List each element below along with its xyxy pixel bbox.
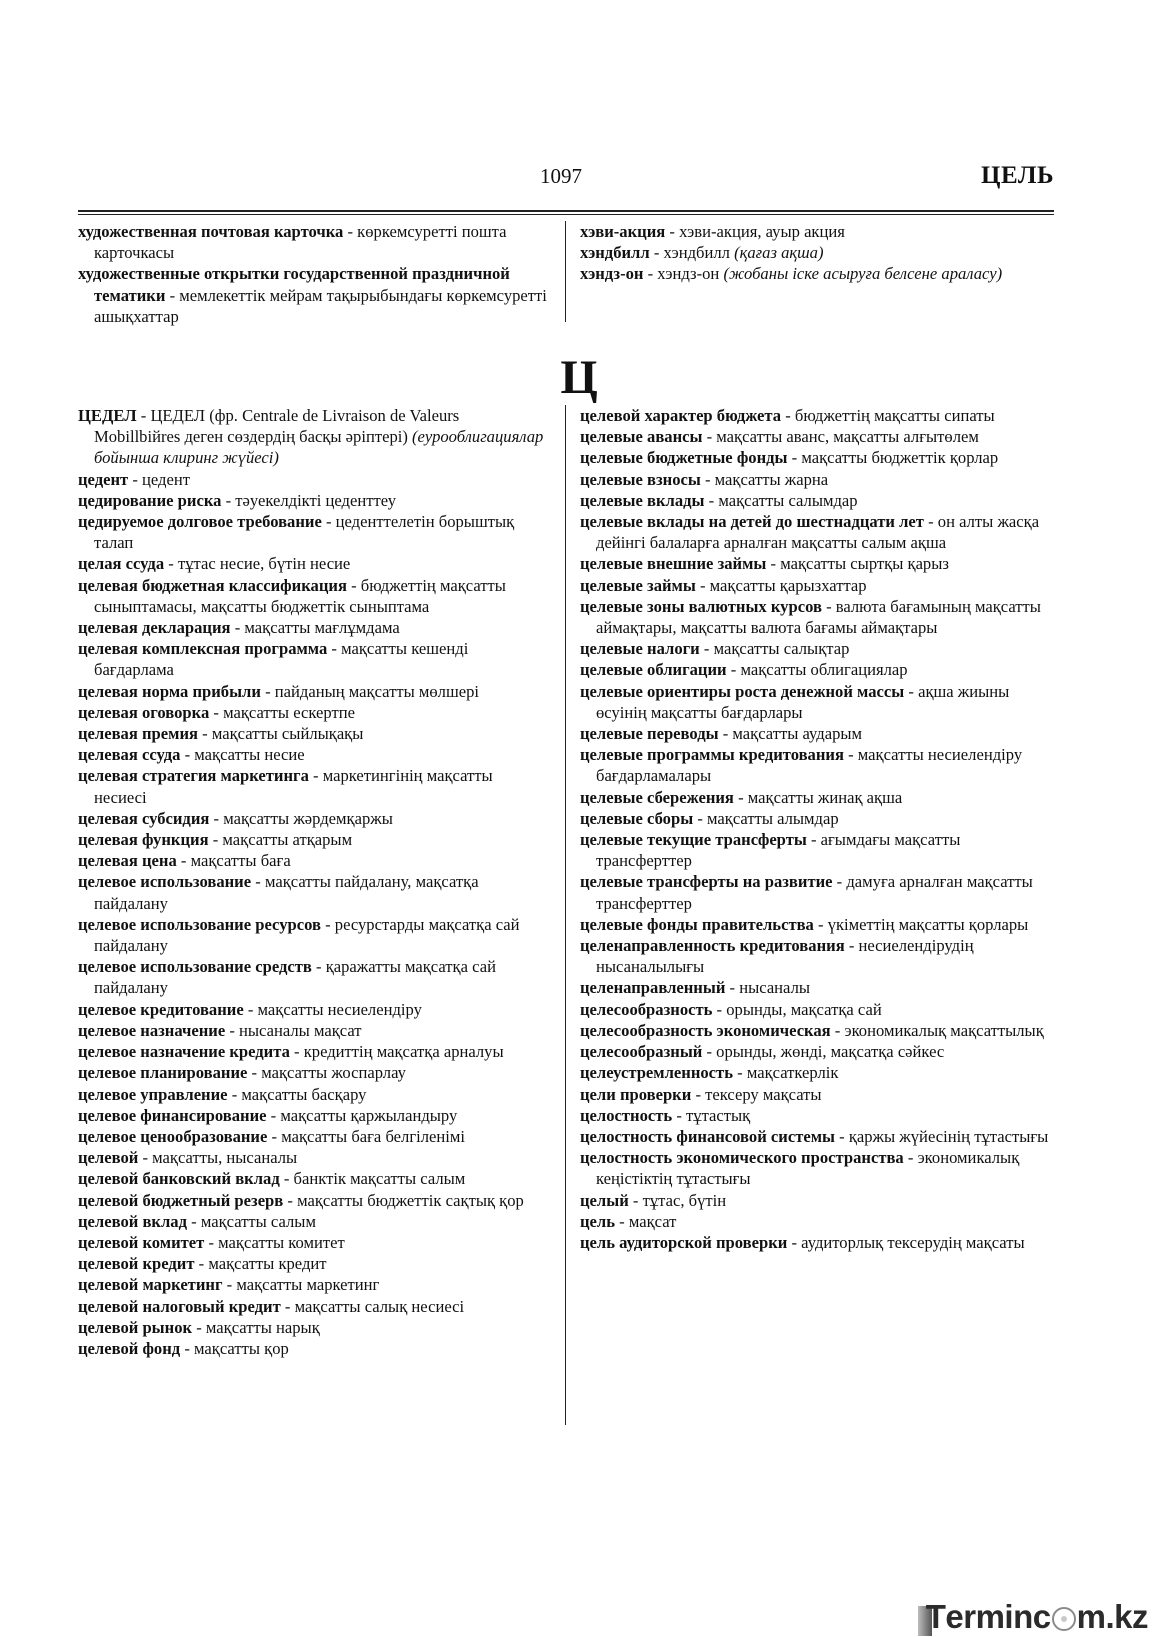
dictionary-entry: целевая функция - мақсатты атқарым — [78, 830, 353, 850]
dictionary-entry: целевая комплексная программа - мақсатты кешенді бағдарлама — [78, 639, 469, 680]
entry-term: целевая бюджетная классификация — [78, 575, 347, 595]
entry-definition: мақсатты салымдар — [718, 490, 858, 510]
dictionary-entry: хэндбилл - хэндбилл (қағаз ақша) — [580, 243, 824, 263]
dictionary-entry: целевое финансирование - мақсатты қаржыландыру — [78, 1105, 458, 1125]
entry-definition: мақсатты несиелендіру — [257, 999, 422, 1019]
dictionary-entry: целевой комитет - мақсатты комитет — [78, 1232, 345, 1252]
entry-term: целевая ссуда — [78, 745, 181, 765]
entry-term: целевой вклад — [78, 1211, 187, 1231]
entry-term: целевые сбережения — [580, 787, 734, 807]
dictionary-entry: целевая оговорка - мақсатты ескертпе — [78, 702, 355, 722]
entry-definition: мақсаткерлік — [746, 1063, 839, 1083]
entry-term: целевые авансы — [580, 427, 703, 447]
logo-text-4: m.kz — [1076, 1598, 1148, 1635]
dictionary-entry: целевые переводы - мақсатты аударым — [580, 724, 863, 744]
dictionary-entry: целевые налоги - мақсатты салықтар — [580, 639, 850, 659]
dictionary-entry: целевое ценообразование - мақсатты баға белгіленімі — [78, 1126, 465, 1146]
column-divider-top — [565, 221, 566, 322]
logo-text-1: T — [925, 1598, 946, 1635]
entry-definition: мақсатты кредит — [208, 1254, 327, 1274]
entry-term: целевые взносы — [580, 469, 701, 489]
entry-term: цедируемое долговое требование — [78, 512, 322, 532]
entry-definition: мақсатты пайдалану, мақсатқа пайдалану — [94, 872, 479, 913]
entry-definition: цеденттелетін борыштық талап — [94, 512, 515, 553]
dictionary-entry: цель - мақсат — [580, 1211, 677, 1231]
dictionary-entry: целесообразный - орынды, жөнді, мақсатқа сәйкес — [580, 1042, 945, 1062]
entry-definition: ағымдағы мақсатты трансферттер — [596, 830, 961, 871]
dictionary-entry: целевое кредитование - мақсатты несиелендіру — [78, 999, 422, 1019]
entry-definition: мемлекеттік мейрам тақырыбындағы көркемсуретті ашықхаттар — [94, 285, 547, 326]
dictionary-entry: целевые облигации - мақсатты облигациялар — [580, 660, 908, 680]
entry-definition: мақсатты қарызхаттар — [709, 575, 867, 595]
dictionary-entry: целевой бюджетный резерв - мақсатты бюджеттік сақтық қор — [78, 1190, 524, 1210]
running-head: ЦЕЛЬ — [981, 162, 1054, 189]
entry-definition: мақсатты жарна — [714, 469, 829, 489]
entry-definition: мақсатты басқару — [241, 1084, 367, 1104]
main-right-column — [580, 405, 1050, 1253]
dictionary-entry: целевое назначение кредита - кредиттің мақсатқа арналуы — [78, 1042, 504, 1062]
dictionary-entry: целевые вклады - мақсатты салымдар — [580, 490, 858, 510]
top-right-column — [580, 221, 1050, 285]
dictionary-entry: целевая субсидия - мақсатты жәрдемқаржы — [78, 808, 393, 828]
dictionary-entry: целевая стратегия маркетинга - маркетингінің мақсатты несиесі — [78, 766, 493, 807]
entry-definition: дамуға арналған мақсатты трансферттер — [596, 872, 1033, 913]
letter-heading: Ц — [560, 351, 598, 404]
dictionary-entry: целевые трансферты на развитие - дамуға арналған мақсатты трансферттер — [580, 872, 1033, 913]
entry-term: цедирование риска — [78, 490, 222, 510]
dictionary-entry: целеустремленность - мақсаткерлік — [580, 1063, 839, 1083]
entry-definition: тұтас, бүтін — [642, 1190, 727, 1210]
entry-definition: қаржы жүйесінің тұтастығы — [848, 1126, 1049, 1146]
entry-term: целостность — [580, 1105, 673, 1125]
entry-term: хэви-акция — [580, 222, 666, 241]
entry-term: целевой налоговый кредит — [78, 1296, 281, 1316]
logo-text-3: c — [1032, 1598, 1051, 1635]
entry-term: целевые ориентиры роста денежной массы — [580, 681, 905, 701]
entry-definition: мақсатты аванс, мақсатты алғытөлем — [716, 427, 979, 447]
entry-note: (жобаны іске асыруға белсене араласу) — [723, 264, 1003, 284]
entry-definition: мақсатты алымдар — [707, 808, 839, 828]
entry-term: целеустремленность — [580, 1063, 733, 1083]
header-rule-thin — [78, 214, 1054, 215]
entry-definition: банктік мақсатты салым — [293, 1169, 466, 1189]
entry-term: целевой фонд — [78, 1338, 181, 1358]
header-rule-thick — [78, 210, 1054, 212]
dictionary-entry: целевые бюджетные фонды - мақсатты бюджеттік қорлар — [580, 448, 999, 468]
entry-term: цели проверки — [580, 1084, 692, 1104]
main-left-column — [78, 405, 548, 1359]
entry-term: целевой комитет — [78, 1232, 205, 1252]
dictionary-entry: целевое назначение - нысаналы мақсат — [78, 1020, 362, 1040]
entry-definition: орынды, мақсатқа сай — [726, 999, 882, 1019]
entry-term: ЦЕДЕЛ — [78, 406, 137, 425]
dictionary-entry: целая ссуда - тұтас несие, бүтін несие — [78, 554, 351, 574]
entry-definition: мақсатты салым — [200, 1211, 316, 1231]
dictionary-entry: целевые авансы - мақсатты аванс, мақсатты алғытөлем — [580, 427, 979, 447]
dictionary-entry: целевые взносы - мақсатты жарна — [580, 469, 829, 489]
page-number: 1097 — [540, 164, 582, 188]
dictionary-entry: хэндз-он - хэндз-он (жобаны іске асыруға белсене араласу) — [580, 264, 1003, 284]
entry-term: цедент — [78, 469, 129, 489]
entry-note: (еурооблигациялар бойынша клиринг жүйесі) — [94, 427, 544, 468]
entry-term: целевой маркетинг — [78, 1275, 223, 1295]
entry-definition: мақсатты қаржыландыру — [280, 1105, 458, 1125]
entry-definition: мақсатты ескертпе — [223, 702, 355, 722]
dictionary-entry: целесообразность экономическая - экономикалық мақсаттылық — [580, 1020, 1044, 1040]
entry-term: целевые облигации — [580, 660, 727, 680]
entry-term: целевые текущие трансферты — [580, 830, 807, 850]
entry-term: целевой бюджетный резерв — [78, 1190, 284, 1210]
dictionary-entry: цедент - цедент — [78, 469, 190, 489]
entry-term: целевое использование средств — [78, 957, 312, 977]
dictionary-entry: целевое использование - мақсатты пайдалану, мақсатқа пайдалану — [78, 872, 479, 913]
dictionary-entry: цедирование риска - тәуекелдікті цеденттеу — [78, 490, 396, 510]
entry-definition: мақсатты кешенді бағдарлама — [94, 639, 469, 680]
entry-term: целевой кредит — [78, 1254, 195, 1274]
entry-definition: цедент — [142, 469, 190, 489]
entry-definition: тұтас несие, бүтін несие — [177, 554, 351, 574]
dictionary-entry: целевое управление - мақсатты басқару — [78, 1084, 367, 1104]
dictionary-entry: целый - тұтас, бүтін — [580, 1190, 727, 1210]
dictionary-entry: целевой фонд - мақсатты қор — [78, 1338, 289, 1358]
entry-term: целесообразность экономическая — [580, 1020, 831, 1040]
dictionary-entry: художественные открытки государственной праздничной тематики - мемлекеттік мейрам тақырыбындағы көркемсуретті ашықхаттар — [78, 264, 547, 326]
dictionary-entry: художественная почтовая карточка - көркемсуретті пошта карточкасы — [78, 222, 507, 263]
entry-definition: мақсатты облигациялар — [740, 660, 908, 680]
dictionary-entry: целевая норма прибыли - пайданың мақсатты мөлшері — [78, 681, 480, 701]
dictionary-entry: целевые сбережения - мақсатты жинақ ақша — [580, 787, 903, 807]
entry-term: целенаправленный — [580, 978, 726, 998]
entry-definition: мақсатты бюджеттік қорлар — [801, 448, 999, 468]
entry-term: целевое назначение кредита — [78, 1042, 290, 1062]
dictionary-entry: целевой маркетинг - мақсатты маркетинг — [78, 1275, 380, 1295]
entry-definition: хэндз-он — [657, 264, 720, 284]
entry-term: целевая стратегия маркетинга — [78, 766, 309, 786]
entry-definition: хэви-акция, ауыр акция — [679, 222, 845, 241]
entry-definition: мақсатты мағлұмдама — [244, 618, 400, 638]
entry-term: целостность экономического пространства — [580, 1148, 904, 1168]
entry-definition: нысаналы мақсат — [239, 1020, 362, 1040]
entry-definition: ресурстарды мақсатқа сай пайдалану — [94, 914, 520, 956]
dictionary-entry: целевой - мақсатты, нысаналы — [78, 1148, 298, 1168]
dictionary-entry: целенаправленный - нысаналы — [580, 978, 811, 998]
entry-term: целевое ценообразование — [78, 1126, 268, 1146]
entry-definition: мақсатты нарық — [205, 1317, 320, 1337]
dictionary-entry: целевая декларация - мақсатты мағлұмдама — [78, 618, 400, 638]
entry-term: целевая декларация — [78, 618, 231, 638]
entry-definition: мақсатты комитет — [218, 1232, 345, 1252]
entry-term: целевая цена — [78, 851, 177, 871]
entry-definition: аудиторлық тексерудің мақсаты — [801, 1232, 1025, 1252]
entry-definition: бюджеттің мақсатты сипаты — [794, 406, 995, 425]
entry-term: целевой рынок — [78, 1317, 193, 1337]
dictionary-entry: целевые фонды правительства - үкіметтің мақсатты қорлары — [580, 914, 1029, 934]
entry-definition: мақсатты баға белгіленімі — [281, 1126, 465, 1146]
dictionary-entry: целевая бюджетная классификация - бюджеттің мақсатты сыныптамасы, мақсатты бюджеттік сыныптама — [78, 575, 506, 616]
dictionary-entry: целевые займы - мақсатты қарызхаттар — [580, 575, 867, 595]
entry-definition: несиелендірудің нысаналылығы — [596, 936, 974, 977]
entry-definition: мақсатты жоспарлау — [261, 1063, 406, 1083]
dictionary-entry: целевая премия - мақсатты сыйлықақы — [78, 724, 364, 744]
entry-term: целевое финансирование — [78, 1105, 267, 1125]
entry-term: целевые бюджетные фонды — [580, 448, 788, 468]
entry-definition: мақсатты атқарым — [222, 830, 353, 850]
entry-definition: тексеру мақсаты — [705, 1084, 822, 1104]
dictionary-entry: цедируемое долговое требование - цеденттелетін борыштық талап — [78, 512, 515, 553]
dictionary-entry: целевой налоговый кредит - мақсатты салық несиесі — [78, 1296, 465, 1316]
entry-definition: мақсатты салықтар — [713, 639, 850, 659]
entry-term: целевые налоги — [580, 639, 700, 659]
dictionary-entry: цель аудиторской проверки - аудиторлық тексерудің мақсаты — [580, 1232, 1025, 1252]
dictionary-entry: целевые сборы - мақсатты алымдар — [580, 808, 839, 828]
dictionary-entry: целевые текущие трансферты - ағымдағы мақсатты трансферттер — [580, 830, 961, 871]
entry-definition: тәуекелдікті цеденттеу — [235, 490, 396, 510]
entry-term: целевой — [78, 1148, 139, 1168]
entry-definition: қаражатты мақсатқа сай пайдалану — [94, 957, 496, 998]
entry-definition: мақсатты, нысаналы — [152, 1148, 298, 1168]
entry-definition: хэндбилл — [663, 243, 730, 263]
entry-term: целевые сборы — [580, 808, 694, 828]
page-header — [78, 156, 1054, 189]
entry-term: целевая норма прибыли — [78, 681, 261, 701]
entry-definition: үкіметтің мақсатты қорлары — [827, 914, 1029, 934]
dictionary-entry: целевые вклады на детей до шестнадцати лет - он алты жасқа дейінгі балаларға арналған мақсатты салым ақша — [580, 512, 1040, 553]
entry-term: целевые фонды правительства — [580, 914, 814, 934]
entry-term: хэндбилл — [580, 243, 650, 263]
entry-term: целевые зоны валютных курсов — [580, 596, 822, 616]
dictionary-entry: целевые зоны валютных курсов - валюта бағамының мақсатты аймақтары, мақсатты валюта бағамы аймақтары — [580, 596, 1041, 638]
entry-term: целевой характер бюджета — [580, 406, 782, 425]
dictionary-entry: целесообразность - орынды, мақсатқа сай — [580, 999, 882, 1019]
entry-definition: мақсатты салық несиесі — [294, 1296, 465, 1316]
entry-term: целая ссуда — [78, 554, 165, 574]
entry-term: целевая комплексная программа — [78, 639, 328, 659]
entry-definition: мақсатты аударым — [732, 724, 863, 744]
entry-definition: мақсатты несие — [194, 745, 305, 765]
entry-term: хэндз-он — [580, 264, 644, 284]
dictionary-entry: целевые внешние займы - мақсатты сыртқы қарыз — [580, 554, 949, 574]
entry-definition: мақсатты сыртқы қарыз — [780, 554, 949, 574]
termincom-logo — [918, 1596, 1148, 1636]
entry-term: цель аудиторской проверки — [580, 1232, 788, 1252]
entry-definition: ЦЕДЕЛ (фр. Centrale de Livraison de Valeurs Mobillbiйres деген сөздердің басқы әріптері) — [94, 406, 460, 447]
entry-definition: нысаналы — [739, 978, 811, 998]
entry-definition: мақсатты сыйлықақы — [211, 724, 364, 744]
entry-definition: көркемсуретті пошта карточкасы — [94, 222, 507, 263]
entry-definition: экономикалық кеңістіктің тұтастығы — [596, 1148, 1020, 1189]
entry-term: целевые переводы — [580, 724, 719, 744]
entry-term: целевые программы кредитования — [580, 745, 844, 765]
dictionary-entry: целевой банковский вклад - банктік мақсатты салым — [78, 1169, 466, 1189]
column-divider-main — [565, 405, 566, 1425]
entry-term: целый — [580, 1190, 629, 1210]
dictionary-entry: целевое использование ресурсов - ресурстарды мақсатқа сай пайдалану — [78, 914, 520, 956]
dictionary-entry: ЦЕДЕЛ - ЦЕДЕЛ (фр. Centrale de Livraison de Valeurs Mobillbiйres деген сөздердің басқы әріптері) (еурооблигациялар бойынша клиринг жүйесі) — [78, 406, 544, 468]
entry-term: целевые вклады на детей до шестнадцати лет — [580, 512, 924, 532]
entry-definition: пайданың мақсатты мөлшері — [274, 681, 480, 701]
logo-text-2: ermin — [945, 1598, 1033, 1635]
entry-term: целевая премия — [78, 724, 198, 744]
entry-term: целевое назначение — [78, 1020, 226, 1040]
entry-definition: кредиттің мақсатқа арналуы — [303, 1042, 504, 1062]
entry-term: целевая функция — [78, 830, 209, 850]
entry-term: художественная почтовая карточка — [78, 222, 344, 241]
entry-definition: ақша жиыны өсуінің мақсатты бағдарлары — [596, 681, 1010, 722]
entry-term: целесообразность — [580, 999, 713, 1019]
entry-term: целевое использование ресурсов — [78, 914, 321, 934]
entry-term: целевые вклады — [580, 490, 705, 510]
dictionary-entry: целевое планирование - мақсатты жоспарлау — [78, 1063, 406, 1083]
entry-term: целевое использование — [78, 872, 252, 892]
entry-definition: мақсатты маркетинг — [236, 1275, 380, 1295]
entry-definition: маркетингінің мақсатты несиесі — [94, 766, 493, 807]
dictionary-entry: целевые программы кредитования - мақсатты несиелендіру бағдарламалары — [580, 745, 1023, 786]
dictionary-entry: целевой вклад - мақсатты салым — [78, 1211, 316, 1231]
dictionary-entry: хэви-акция - хэви-акция, ауыр акция — [580, 222, 845, 241]
top-left-column — [78, 221, 548, 327]
entry-definition: мақсатты баға — [190, 851, 291, 871]
dictionary-entry: целенаправленность кредитования - несиелендірудің нысаналылығы — [580, 936, 974, 977]
dictionary-entry: цели проверки - тексеру мақсаты — [580, 1084, 822, 1104]
entry-term: художественные открытки государственной праздничной тематики — [78, 264, 510, 305]
entry-term: целевые трансферты на развитие — [580, 872, 833, 892]
dictionary-entry: целостность - тұтастық — [580, 1105, 751, 1125]
entry-term: целевые внешние займы — [580, 554, 767, 574]
entry-definition: мақсатты бюджеттік сақтық қор — [297, 1190, 524, 1210]
entry-definition: мақсатты жинақ ақша — [747, 787, 903, 807]
entry-term: целевое планирование — [78, 1063, 248, 1083]
dictionary-entry: целевая ссуда - мақсатты несие — [78, 745, 305, 765]
entry-term: целевая субсидия — [78, 808, 210, 828]
entry-definition: экономикалық мақсаттылық — [844, 1020, 1044, 1040]
dictionary-entry: целостность финансовой системы - қаржы жүйесінің тұтастығы — [580, 1126, 1049, 1146]
entry-term: целенаправленность кредитования — [580, 936, 845, 956]
logo-circle-icon — [1052, 1607, 1076, 1631]
dictionary-entry: целевой кредит - мақсатты кредит — [78, 1254, 327, 1274]
entry-term: целевые займы — [580, 575, 696, 595]
entry-term: целевая оговорка — [78, 702, 210, 722]
entry-definition: тұтастық — [686, 1105, 751, 1125]
dictionary-entry: целевой характер бюджета - бюджеттің мақсатты сипаты — [580, 406, 995, 425]
entry-definition: валюта бағамының мақсатты аймақтары, мақсатты валюта бағамы аймақтары — [596, 596, 1041, 638]
entry-note: (қағаз ақша) — [734, 243, 824, 263]
entry-term: цель — [580, 1211, 616, 1231]
entry-definition: мақсат — [628, 1211, 677, 1231]
entry-definition: мақсатты жәрдемқаржы — [223, 808, 393, 828]
entry-term: целевое кредитование — [78, 999, 244, 1019]
entry-definition: мақсатты несиелендіру бағдарламалары — [596, 745, 1023, 786]
dictionary-entry: целевая цена - мақсатты баға — [78, 851, 291, 871]
entry-term: целевой банковский вклад — [78, 1169, 280, 1189]
entry-definition: орынды, жөнді, мақсатқа сәйкес — [716, 1042, 945, 1062]
entry-definition: он алты жасқа дейінгі балаларға арналған мақсатты салым ақша — [596, 512, 1040, 553]
entry-term: целостность финансовой системы — [580, 1126, 835, 1146]
entry-term: целесообразный — [580, 1042, 703, 1062]
dictionary-entry: целевое использование средств - қаражатты мақсатқа сай пайдалану — [78, 957, 496, 998]
entry-definition: мақсатты қор — [194, 1338, 289, 1358]
entry-term: целевое управление — [78, 1084, 228, 1104]
dictionary-entry: целостность экономического пространства - экономикалық кеңістіктің тұтастығы — [580, 1148, 1020, 1189]
dictionary-entry: целевой рынок - мақсатты нарық — [78, 1317, 320, 1337]
dictionary-entry: целевые ориентиры роста денежной массы - ақша жиыны өсуінің мақсатты бағдарлары — [580, 681, 1010, 722]
entry-definition: бюджеттің мақсатты сыныптамасы, мақсатты бюджеттік сыныптама — [94, 575, 506, 616]
